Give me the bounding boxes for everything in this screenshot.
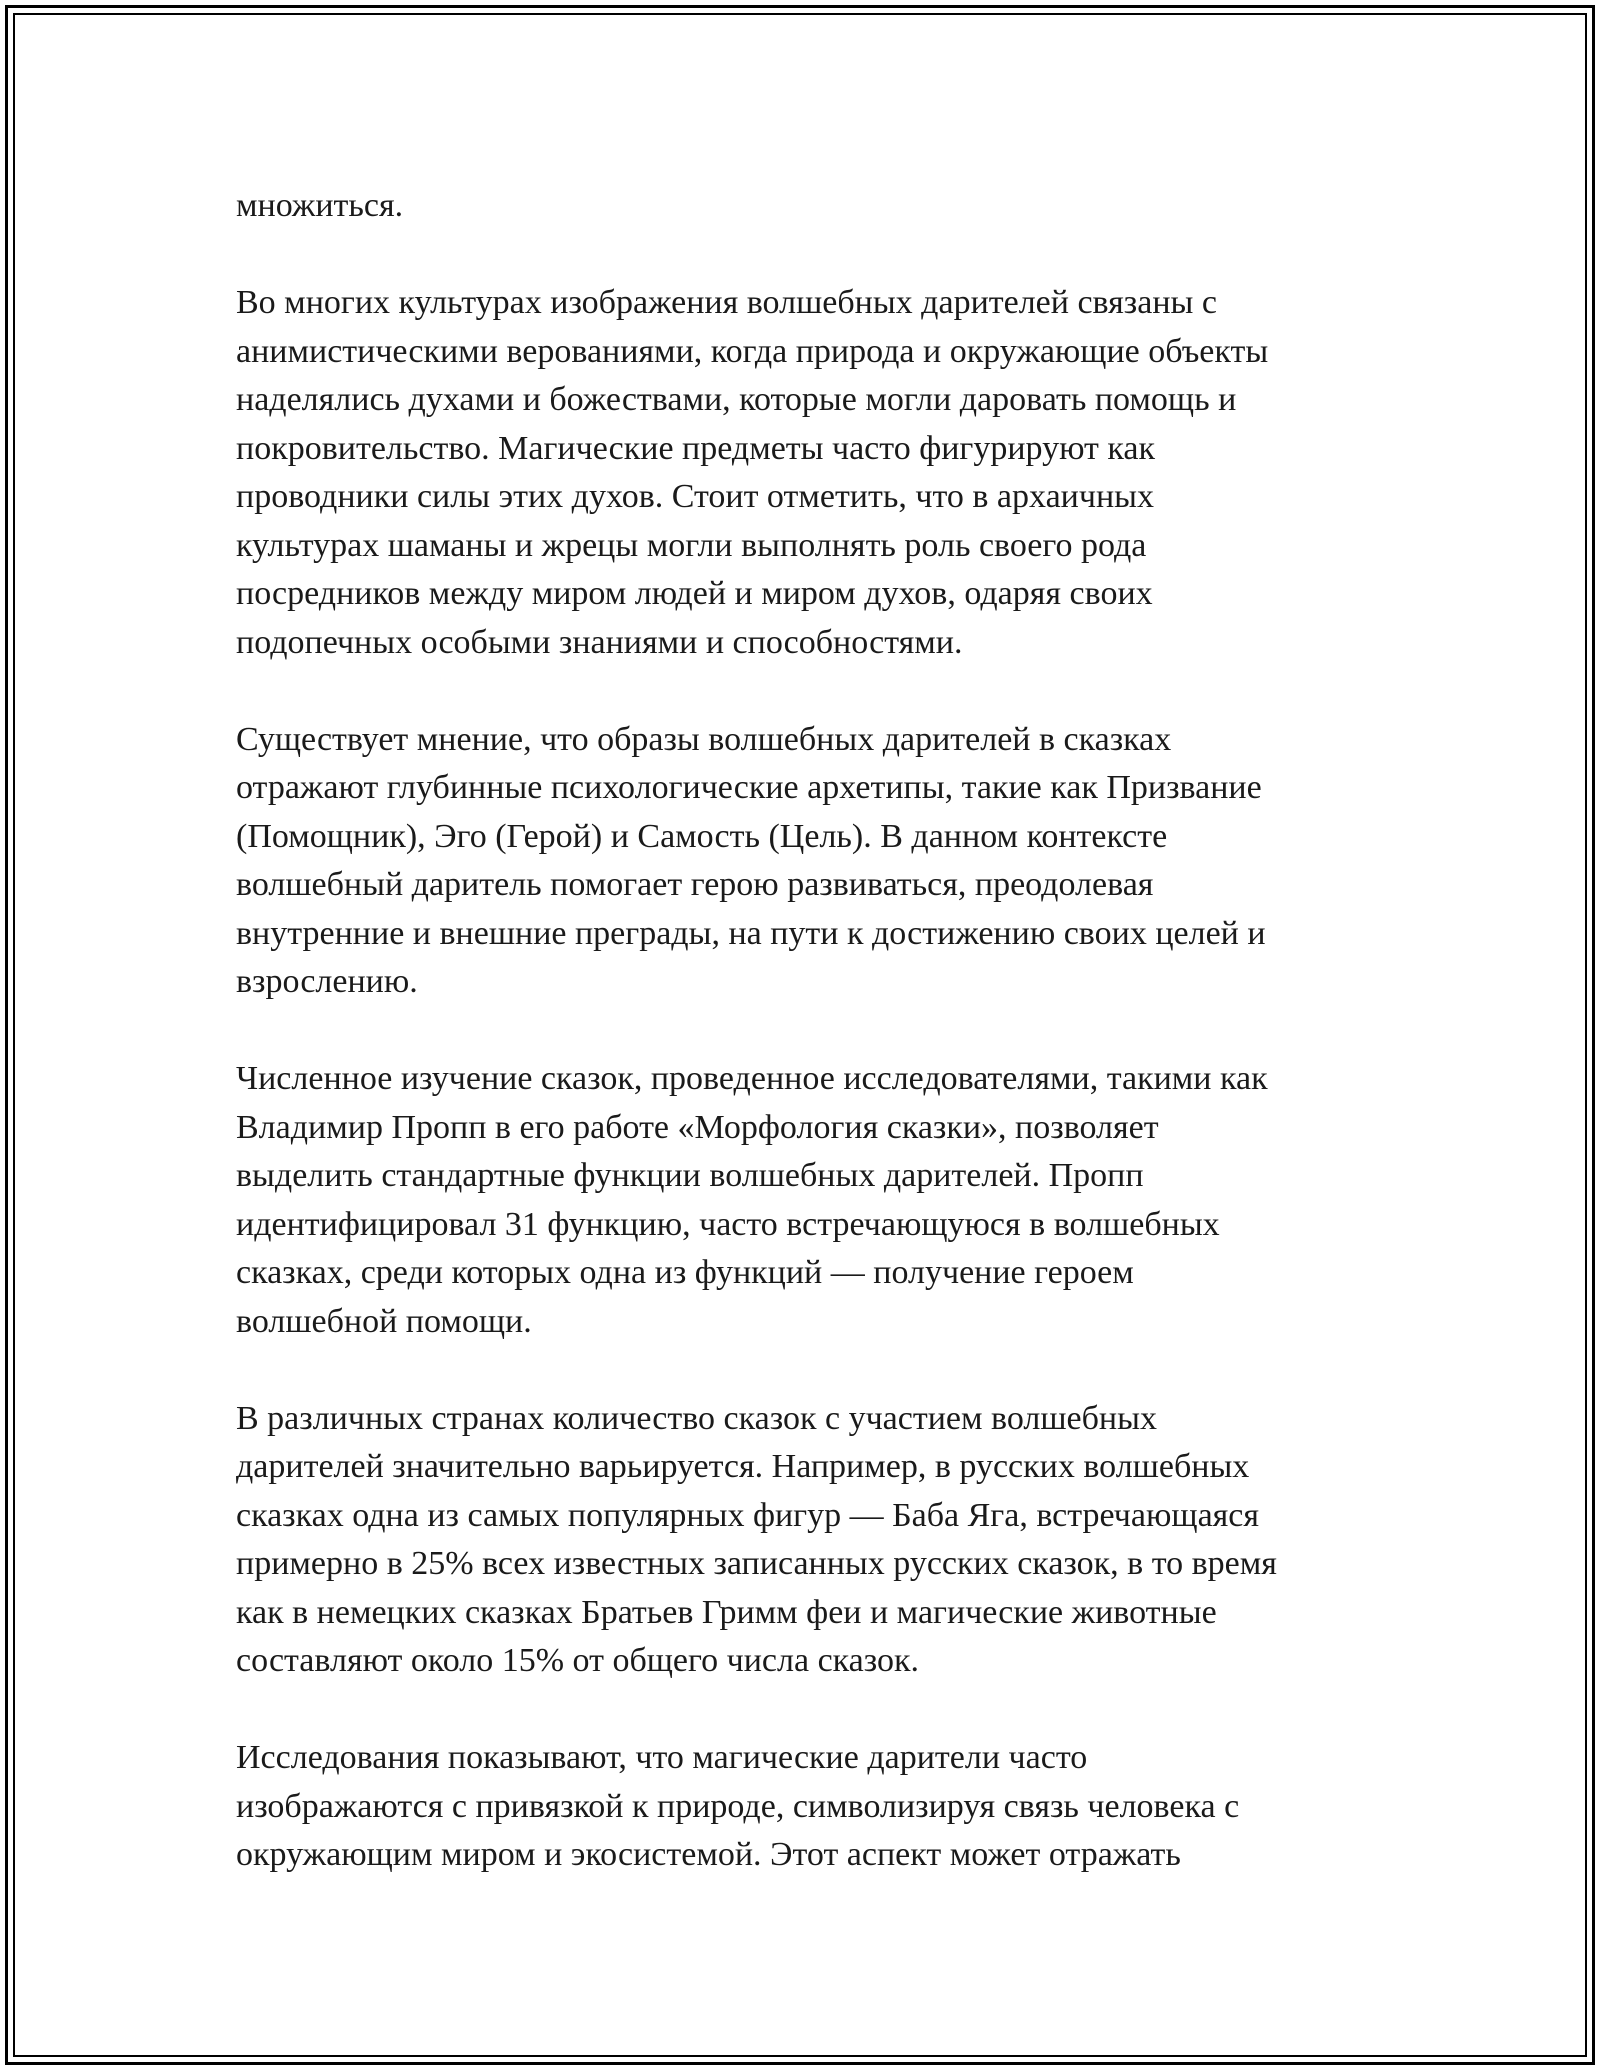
paragraph-animism (236, 279, 1386, 667)
text-line: (Помощник), Эго (Герой) и Самость (Цель). В данном контексте (236, 817, 1168, 855)
text-line: В различных странах количество сказок с участием волшебных (236, 1399, 1157, 1437)
text-line: анимистическими верованиями, когда природа и окружающие объекты (236, 332, 1269, 370)
text-line: волшебной помощи. (236, 1302, 532, 1340)
text-line: волшебный даритель помогает герою развиваться, преодолевая (236, 866, 1154, 903)
text-line: идентифицировал 31 функцию, часто встречающуюся в волшебных (236, 1205, 1220, 1243)
text-line: Во многих культурах изображения волшебных дарителей связаны с (236, 284, 1217, 321)
text-line: внутренние и внешние преграды, на пути к достижению своих целей и (236, 914, 1266, 952)
text-line: окружающим миром и экосистемой. Этот аспект может отражать (236, 1836, 1181, 1873)
text-line: дарителей значительно варьируется. Например, в русских волшебных (236, 1448, 1250, 1485)
paragraph-propp (236, 1055, 1386, 1346)
text-line: Владимир Пропп в его работе «Морфология сказки», позволяет (236, 1108, 1159, 1146)
text-line: примерно в 25% всех известных записанных русских сказок, в то время (236, 1545, 1277, 1582)
text-line: взрослению. (236, 963, 418, 1000)
paragraph-archetypes (236, 716, 1386, 1007)
text-line: множиться. (236, 187, 404, 224)
text-line: наделялись духами и божествами, которые могли даровать помощь и (236, 381, 1237, 418)
text-line: Исследования показывают, что магические дарители часто (236, 1739, 1088, 1776)
text-line: составляют около 15% от общего числа сказок. (236, 1642, 920, 1679)
text-line: подопечных особыми знаниями и способностями. (236, 623, 963, 661)
text-line: сказках одна из самых популярных фигур — Баба Яга, встречающаяся (236, 1496, 1260, 1534)
text-line: Численное изучение сказок, проведенное исследователями, такими как (236, 1060, 1268, 1097)
paragraph-continuation (236, 182, 1386, 231)
text-line: проводники силы этих духов. Стоит отметить, что в архаичных (236, 478, 1154, 515)
paragraph-nature (236, 1734, 1386, 1880)
paragraph-statistics (236, 1395, 1386, 1686)
text-line: культурах шаманы и жрецы могли выполнять роль своего рода (236, 526, 1147, 564)
document-body (236, 182, 1386, 1928)
text-line: посредников между миром людей и миром духов, одаряя своих (236, 575, 1153, 612)
text-line: сказках, среди которых одна из функций — получение героем (236, 1254, 1134, 1291)
text-line: отражают глубинные психологические архетипы, такие как Призвание (236, 769, 1262, 806)
text-line: выделить стандартные функции волшебных дарителей. Пропп (236, 1157, 1144, 1194)
text-line: как в немецких сказках Братьев Гримм феи и магические животные (236, 1593, 1217, 1631)
text-line: Существует мнение, что образы волшебных дарителей в сказках (236, 720, 1172, 758)
text-line: покровительство. Магические предметы часто фигурируют как (236, 429, 1156, 467)
text-line: изображаются с привязкой к природе, символизируя связь человека с (236, 1787, 1240, 1825)
